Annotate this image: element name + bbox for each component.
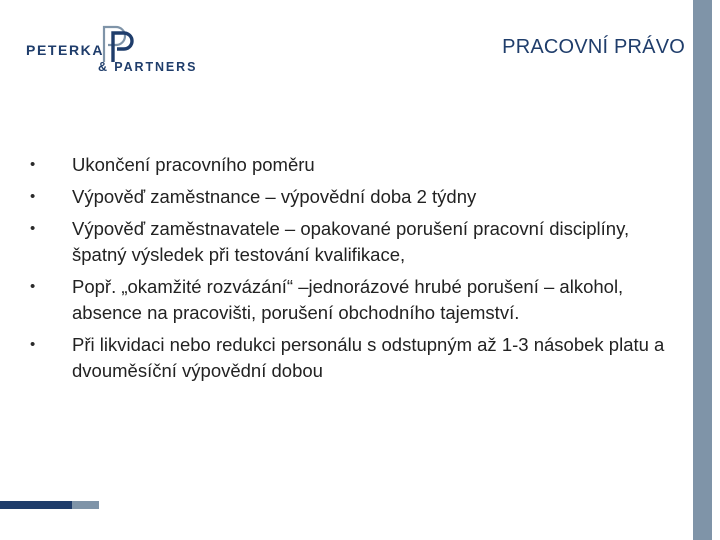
logo-pp-monogram-icon xyxy=(100,24,134,64)
side-accent-bar xyxy=(693,0,712,540)
bullet-marker: • xyxy=(30,278,36,295)
bullet-item xyxy=(30,274,670,326)
logo-word-peterka: PETERKA xyxy=(26,42,105,58)
bullet-item xyxy=(30,332,670,384)
bullet-marker: • xyxy=(30,220,36,237)
bullet-text: Při likvidaci nebo redukci personálu s odstupným až 1-3 násobek platu a dvouměsíční výpovědní dobou xyxy=(72,334,665,381)
bullet-item xyxy=(30,184,670,210)
bullet-marker: • xyxy=(30,188,36,205)
slide-title: PRACOVNÍ PRÁVO xyxy=(502,36,685,58)
peterka-partners-logo xyxy=(26,24,206,76)
logo-word-partners: & PARTNERS xyxy=(98,60,198,74)
footer-accent-bar-light xyxy=(72,501,99,509)
bullet-marker: • xyxy=(30,156,36,173)
bullet-list xyxy=(30,152,670,384)
bullet-text: Výpověď zaměstnance – výpovědní doba 2 týdny xyxy=(72,186,477,207)
bullet-text: Ukončení pracovního poměru xyxy=(72,154,315,175)
bullet-marker: • xyxy=(30,336,36,353)
bullet-item xyxy=(30,152,670,178)
bullet-text: Výpověď zaměstnavatele – opakované porušení pracovní disciplíny, špatný výsledek při testování kvalifikace, xyxy=(72,218,630,265)
footer-accent-bar-dark xyxy=(0,501,72,509)
bullet-item xyxy=(30,216,670,268)
bullet-text: Popř. „okamžité rozvázání“ –jednorázové hrubé porušení – alkohol, absence na pracovišti, porušení obchodního tajemství. xyxy=(72,276,624,323)
